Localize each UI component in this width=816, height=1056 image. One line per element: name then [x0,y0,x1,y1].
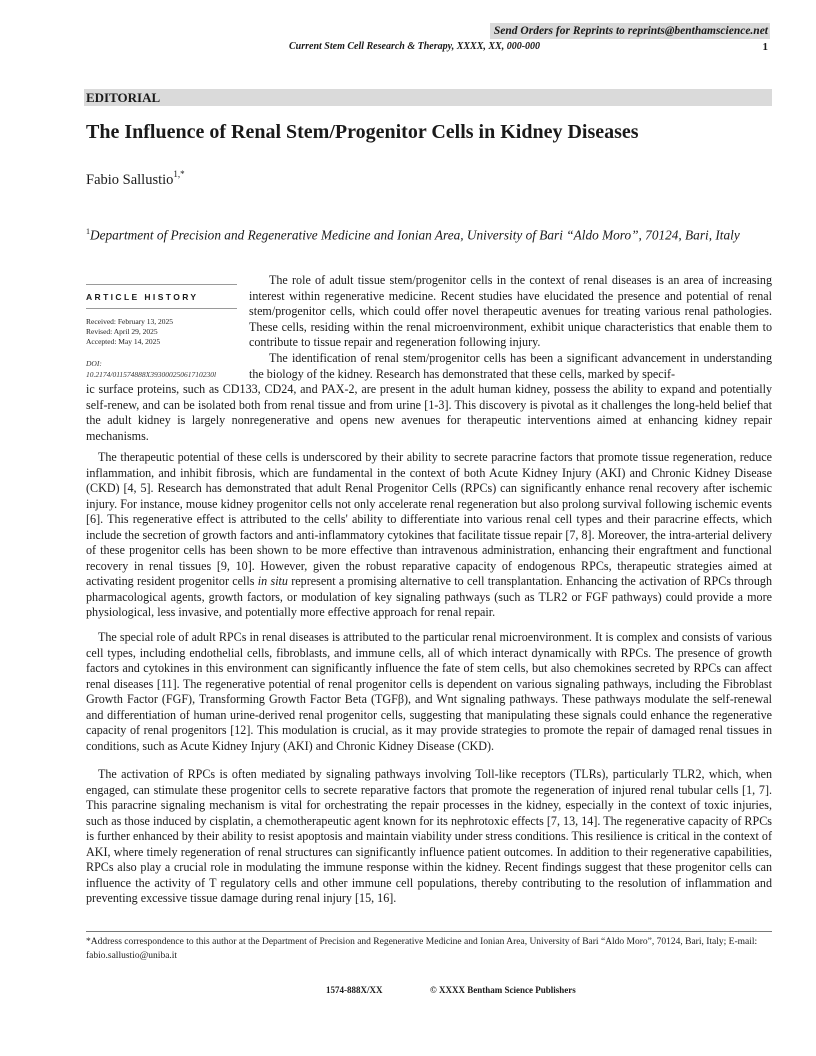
article-history-dates [86,317,238,347]
footnote-rule [86,931,772,932]
paragraph-4: The special role of adult RPCs in renal diseases is attributed to the particular renal microenvironment. It is complex and consists of various cell types, including endothelial cells, fibroblasts, and immune cells, all of which interact dynamically with RPCs. The presence of growth factors and cytokines in this environment can significantly influence the fate of stem cells, but also chemokines secreted by RPCs can affect renal diseases [11]. The regenerative potential of renal progenitor cells is dependent on various signaling pathways, including the Fibroblast Growth Factor (FGF), Transforming Growth Factor Beta (TGFβ), and Wnt signaling pathways. These pathways modulate the self-renewal and differentiation of human urine-derived renal progenitor cells, suggesting that manipulating these signals could enhance the regenerative capacity of renal progenitors [12]. This modulation is crucial, as it may provide strategies to promote the repair of damaged renal tissues in conditions, such as Acute Kidney Injury (AKI) and Chronic Kidney Disease (CKD). [86,630,772,753]
paragraph-3-part-b: represent a promising alternative to cell transplantation. Enhancing the activation of RPCs through pharmacological agents, growth factors, or modulation of key signaling pathways (such as TLR2 or FGF pathways) could provide a more physiological, less invasive, and potentially more effective approach for renal repair. [86,574,772,620]
article-history-rule-bottom [86,308,237,309]
article-history-rule-top [86,284,237,285]
running-header [86,41,770,55]
paragraph-2-continued: ic surface proteins, such as CD133, CD24, and PAX-2, are present in the adult human kidney, possess the ability to expand and potentially self-renew, and can be isolated both from renal tissue and from urine [1-3]. This discovery is pivotal as it challenges the long-held belief that the adult kidney is largely nonregenerative and opens new avenues for therapeutic interventions aimed at enhancing kidney repair mechanisms. [86,382,772,443]
author-name: Fabio Sallustio [86,171,174,188]
received-date: Received: February 13, 2025 [86,317,174,326]
paragraph-3-part-a: The therapeutic potential of these cells is underscored by their ability to secrete paracrine factors that promote tissue regeneration, reduce inflammation, and inhibit fibrosis, which are fundamental in the context of both Acute Kidney Injury (AKI) and Chronic Kidney Disease (CKD) [4, 5]. Research has demonstrated that adult Renal Progenitor Cells (RPCs) can significantly enhance renal recovery after ischemic injury. For instance, mouse kidney progenitor cells not only accelerate renal regeneration but also prolong survival following ischemic events [6]. This regenerative effect is attributed to the cells' ability to differentiate into various renal cell types and their paracrine effects, which include the secretion of growth factors and anti-inflammatory cytokines that facilitate tissue repair [7, 8]. Moreover, the intra-arterial delivery of these progenitor cells has been shown to be more effective than intravenous administration, enhancing their engraftment and functional recovery in renal tissues [9, 10]. However, given the robust reparative capacity of endogenous RPCs, therapeutic strategies aimed at activating resident progenitor cells [86,450,772,589]
affiliation [86,222,746,244]
paragraph-3-italic: in situ [257,574,288,589]
journal-citation: Current Stem Cell Research & Therapy, XXXX, XX, 000-000 [289,41,541,52]
section-label: EDITORIAL [84,89,772,106]
article-title: The Influence of Renal Stem/Progenitor Cells in Kidney Diseases [86,121,639,143]
paragraph-2-start: The identification of renal stem/progenitor cells has been a significant advancement in understanding the biology of the kidney. Research has demonstrated that these cells, marked by specif- [249,351,772,381]
article-history-heading: ARTICLE HISTORY [86,292,199,302]
accepted-date: Accepted: May 14, 2025 [86,337,161,346]
affiliation-superscript: 1 [86,227,90,236]
doi-link[interactable]: 10.2174/011574888X39300025061710230l [86,370,217,379]
correspondence-footnote: *Address correspondence to this author at the Department of Precision and Regenerative Medicine and Ionian Area, University of Bari “Aldo Moro”, 70124, Bari, Italy; E-mail: fabio.sallustio@uniba.it [86,937,758,961]
revised-date: Revised: April 29, 2025 [86,327,158,336]
author-line [86,170,185,189]
doi-block [86,358,246,380]
page-number: 1 [762,41,768,53]
paragraph-1: The role of adult tissue stem/progenitor cells in the context of renal diseases is an area of increasing interest within regenerative medicine. Recent studies have elucidated the presence and potential of renal stem/progenitor cells, which could offer novel therapeutic avenues for treating various renal pathologies. These cells, residing within the renal microenvironment, exhibit unique characteristics that enable them to contribute to tissue repair and regeneration following injury. [249,273,772,350]
footer-copyright: © XXXX Bentham Science Publishers [430,985,576,995]
affiliation-text: Department of Precision and Regenerative Medicine and Ionian Area, University of Bari “Aldo Moro”, 70124, Bari, Italy [90,227,740,243]
author-superscript: 1,* [173,169,185,179]
footer-issn: 1574-888X/XX [326,985,383,995]
paragraph-3 [86,450,772,621]
reprints-banner: Send Orders for Reprints to reprints@benthamscience.net [490,23,770,39]
paragraph-5: The activation of RPCs is often mediated by signaling pathways involving Toll-like receptors (TLRs), particularly TLR2, which, when engaged, can stimulate these progenitor cells to secrete reparative factors that promote the regeneration of injured renal tubular cells [1, 7]. This paracrine signaling mechanism is vital for orchestrating the repair processes in the kidney, especially in the context of toxic injuries, such as those induced by cisplatin, a chemotherapeutic agent known for its nephrotoxic effects [7, 13, 14]. The regenerative capacity of RPCs is further enhanced by their ability to resist apoptosis and maintain viability under stress conditions. This resilience is critical in the context of AKI, where timely regeneration of renal structures can significantly influence patient outcomes. In addition to their regenerative capabilities, RPCs also play a crucial role in modulating the immune response within the kidney. Recent findings suggest that these progenitor cells can influence the activity of T regulatory cells and other immune cell populations, thereby contributing to the resolution of inflammation and preventing excessive tissue damage during renal injury [15, 16]. [86,767,772,906]
doi-label: DOI: [86,359,102,368]
